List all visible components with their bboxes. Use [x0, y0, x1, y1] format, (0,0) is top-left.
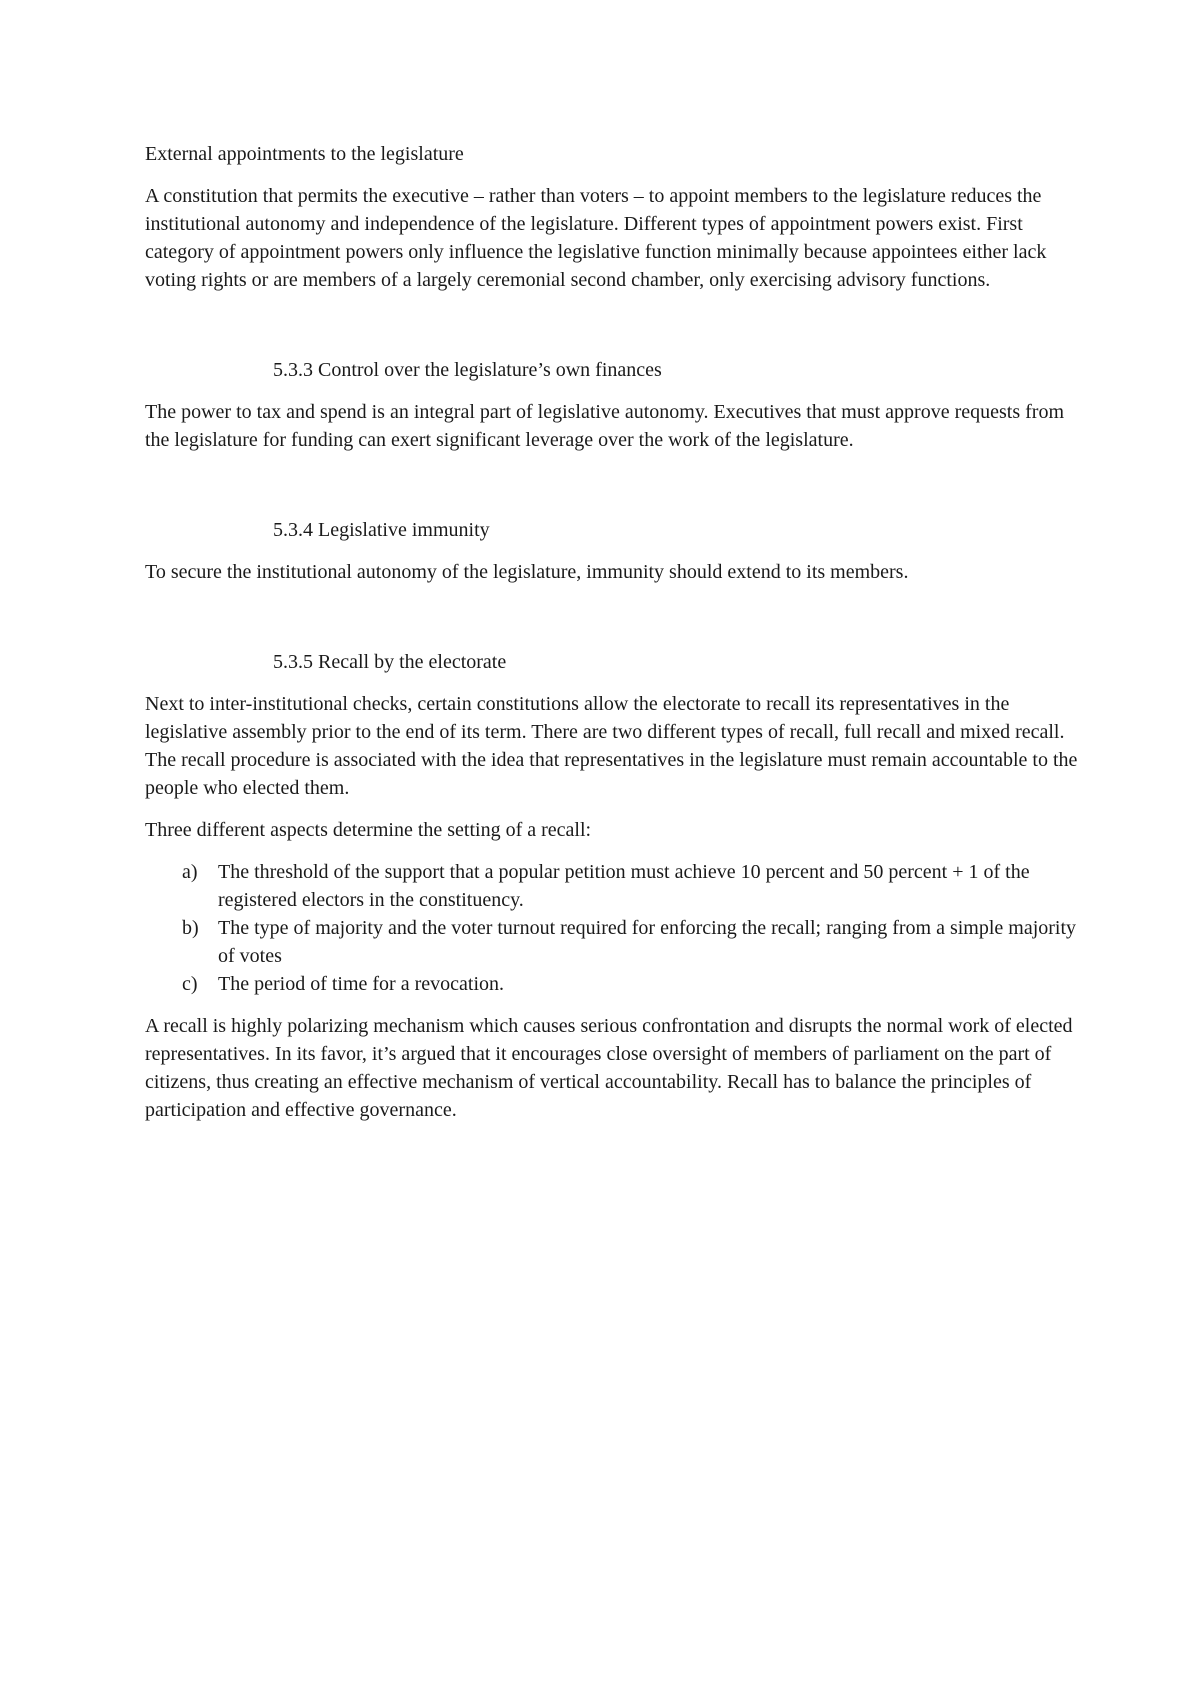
list-item-text: The threshold of the support that a popular petition must achieve 10 percent and 50 percent + 1 of the registered electors in the constituency.: [218, 861, 1030, 911]
list-marker: b): [182, 917, 199, 939]
recall-aspects-intro: Three different aspects determine the setting of a recall:: [145, 819, 592, 841]
document-body: [145, 140, 1085, 1138]
immunity-paragraph: To secure the institutional autonomy of the legislature, immunity should extend to its members.: [145, 561, 909, 583]
recall-heading: 5.3.5 Recall by the electorate: [273, 651, 507, 673]
recall-paragraph: Next to inter-institutional checks, certain constitutions allow the electorate to recall its representatives in the legislative assembly prior to the end of its term. There are two different types of recall, full recall and mixed recall. The recall procedure is associated with the idea that representatives in the legislature must remain accountable to the people who elected them.: [145, 693, 1078, 799]
spacer: [145, 600, 1085, 648]
spacer: [145, 308, 1085, 356]
finances-heading: 5.3.3 Control over the legislature’s own finances: [273, 359, 662, 381]
section-heading: External appointments to the legislature: [145, 143, 464, 165]
finances-paragraph: The power to tax and spend is an integral part of legislative autonomy. Executives that must approve requests from the legislature for funding can exert significant leverage over the work of the legislature.: [145, 401, 1065, 451]
list-item: [145, 858, 1085, 914]
list-item: [145, 970, 1085, 998]
recall-closing-paragraph: A recall is highly polarizing mechanism which causes serious confrontation and disrupts the normal work of elected representatives. In its favor, it’s argued that it encourages close oversight of members of parliament on the part of citizens, thus creating an effective mechanism of vertical accountability. Recall has to balance the principles of participation and effective governance.: [145, 1015, 1073, 1121]
list-item-text: The period of time for a revocation.: [218, 973, 504, 995]
list-item: [145, 914, 1085, 970]
list-marker: a): [182, 861, 198, 883]
spacer: [145, 468, 1085, 516]
intro-paragraph: A constitution that permits the executive – rather than voters – to appoint members to the legislature reduces the institutional autonomy and independence of the legislature. Different types of appointment powers exist. First category of appointment powers only influence the legislative function minimally because appointees either lack voting rights or are members of a largely ceremonial second chamber, only exercising advisory functions.: [145, 185, 1047, 291]
recall-aspects-list: [145, 858, 1085, 998]
list-item-text: The type of majority and the voter turnout required for enforcing the recall; ranging from a simple majority of votes: [218, 917, 1077, 967]
immunity-heading: 5.3.4 Legislative immunity: [273, 519, 490, 541]
list-marker: c): [182, 973, 198, 995]
